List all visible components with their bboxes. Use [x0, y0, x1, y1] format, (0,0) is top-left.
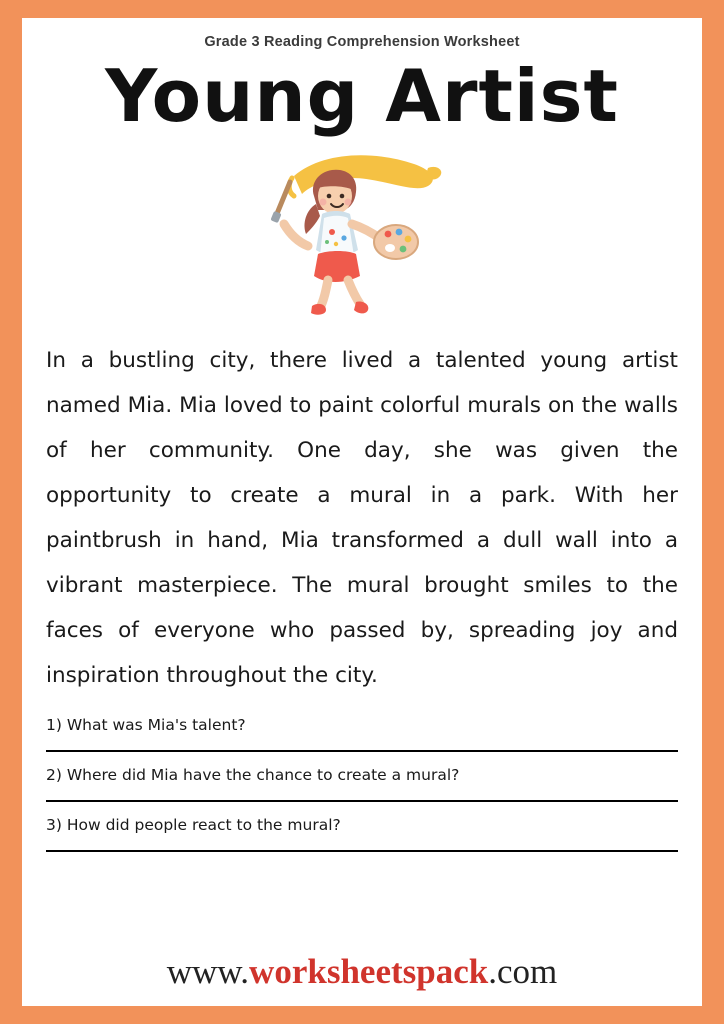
question-3: 3) How did people react to the mural?	[46, 816, 341, 834]
page-title: Young Artist	[105, 54, 619, 138]
answer-line-3[interactable]	[46, 850, 678, 852]
footer-suffix: .com	[488, 952, 558, 991]
worksheet-header-label: Grade 3 Reading Comprehension Worksheet	[204, 34, 520, 50]
question-2: 2) Where did Mia have the chance to create a mural?	[46, 766, 460, 784]
answer-line-2[interactable]	[46, 800, 678, 802]
footer-brand: worksheetspack	[249, 952, 489, 991]
questions-section	[46, 716, 678, 852]
reading-passage: In a bustling city, there lived a talented young artist named Mia. Mia loved to paint colorful murals on the walls of her community. One day, she was given the opportunity to create a mural in a park. With her paintbrush in hand, Mia transformed a dull wall into a vibrant masterpiece. The mural brought smiles to the faces of everyone who passed by, spreading joy and inspiration throughout the city.	[46, 348, 678, 688]
footer-website	[22, 952, 702, 992]
illustration-girl-painter	[22, 138, 702, 338]
question-1: 1) What was Mia's talent?	[46, 716, 246, 734]
girl-painter-icon	[232, 138, 492, 338]
footer-prefix: www.	[166, 952, 250, 991]
answer-line-1[interactable]	[46, 750, 678, 752]
worksheet-page	[22, 18, 702, 1006]
